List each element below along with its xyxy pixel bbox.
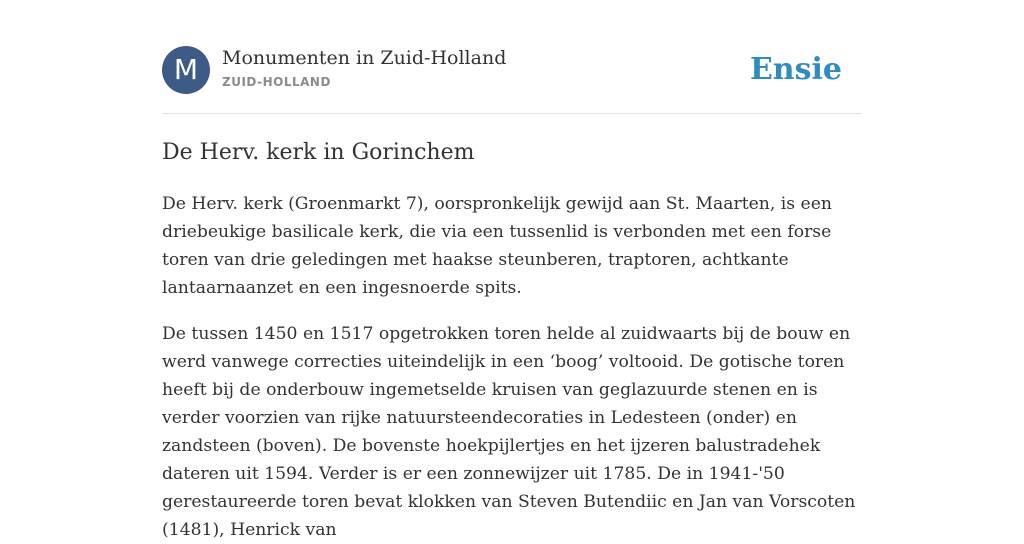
article-title: De Herv. kerk in Gorinchem bbox=[162, 140, 475, 165]
brand-logo[interactable]: Ensie bbox=[749, 52, 842, 87]
article bbox=[162, 136, 862, 544]
source-title[interactable]: Monumenten in Zuid-Holland bbox=[222, 47, 507, 69]
article-paragraph-2: De tussen 1450 en 1517 opgetrokken toren helde al zuidwaarts bij de bouw en werd vanwege correcties uiteindelijk in een ‘boog’ voltooid. De gotische toren heeft bij de onderbouw ingemetselde kruisen van geglazuurde stenen en is verder voorzien van rijke natuursteendecoraties in Ledesteen (onder) en zandsteen (boven). De bovenste hoekpijlertjes en het ijzeren balustradehek dateren uit 1594. Verder is er een zonnewijzer uit 1785. De in 1941-'50 gerestaureerde toren bevat klokken van Steven Butendiic en Jan van Vorscoten (1481), Henrick van bbox=[162, 324, 856, 540]
article-paragraph-1: De Herv. kerk (Groenmarkt 7), oorspronkelijk gewijd aan St. Maarten, is een driebeukige basilicale kerk, die via een tussenlid is verbonden met een forse toren van drie geledingen met haakse steunberen, traptoren, achtkante lantaarnaanzet en een ingesnoerde spits. bbox=[162, 194, 832, 298]
header-divider bbox=[162, 113, 862, 114]
source-header bbox=[162, 46, 862, 96]
source-region[interactable]: ZUID-HOLLAND bbox=[222, 75, 331, 89]
source-avatar[interactable]: M bbox=[162, 46, 210, 94]
